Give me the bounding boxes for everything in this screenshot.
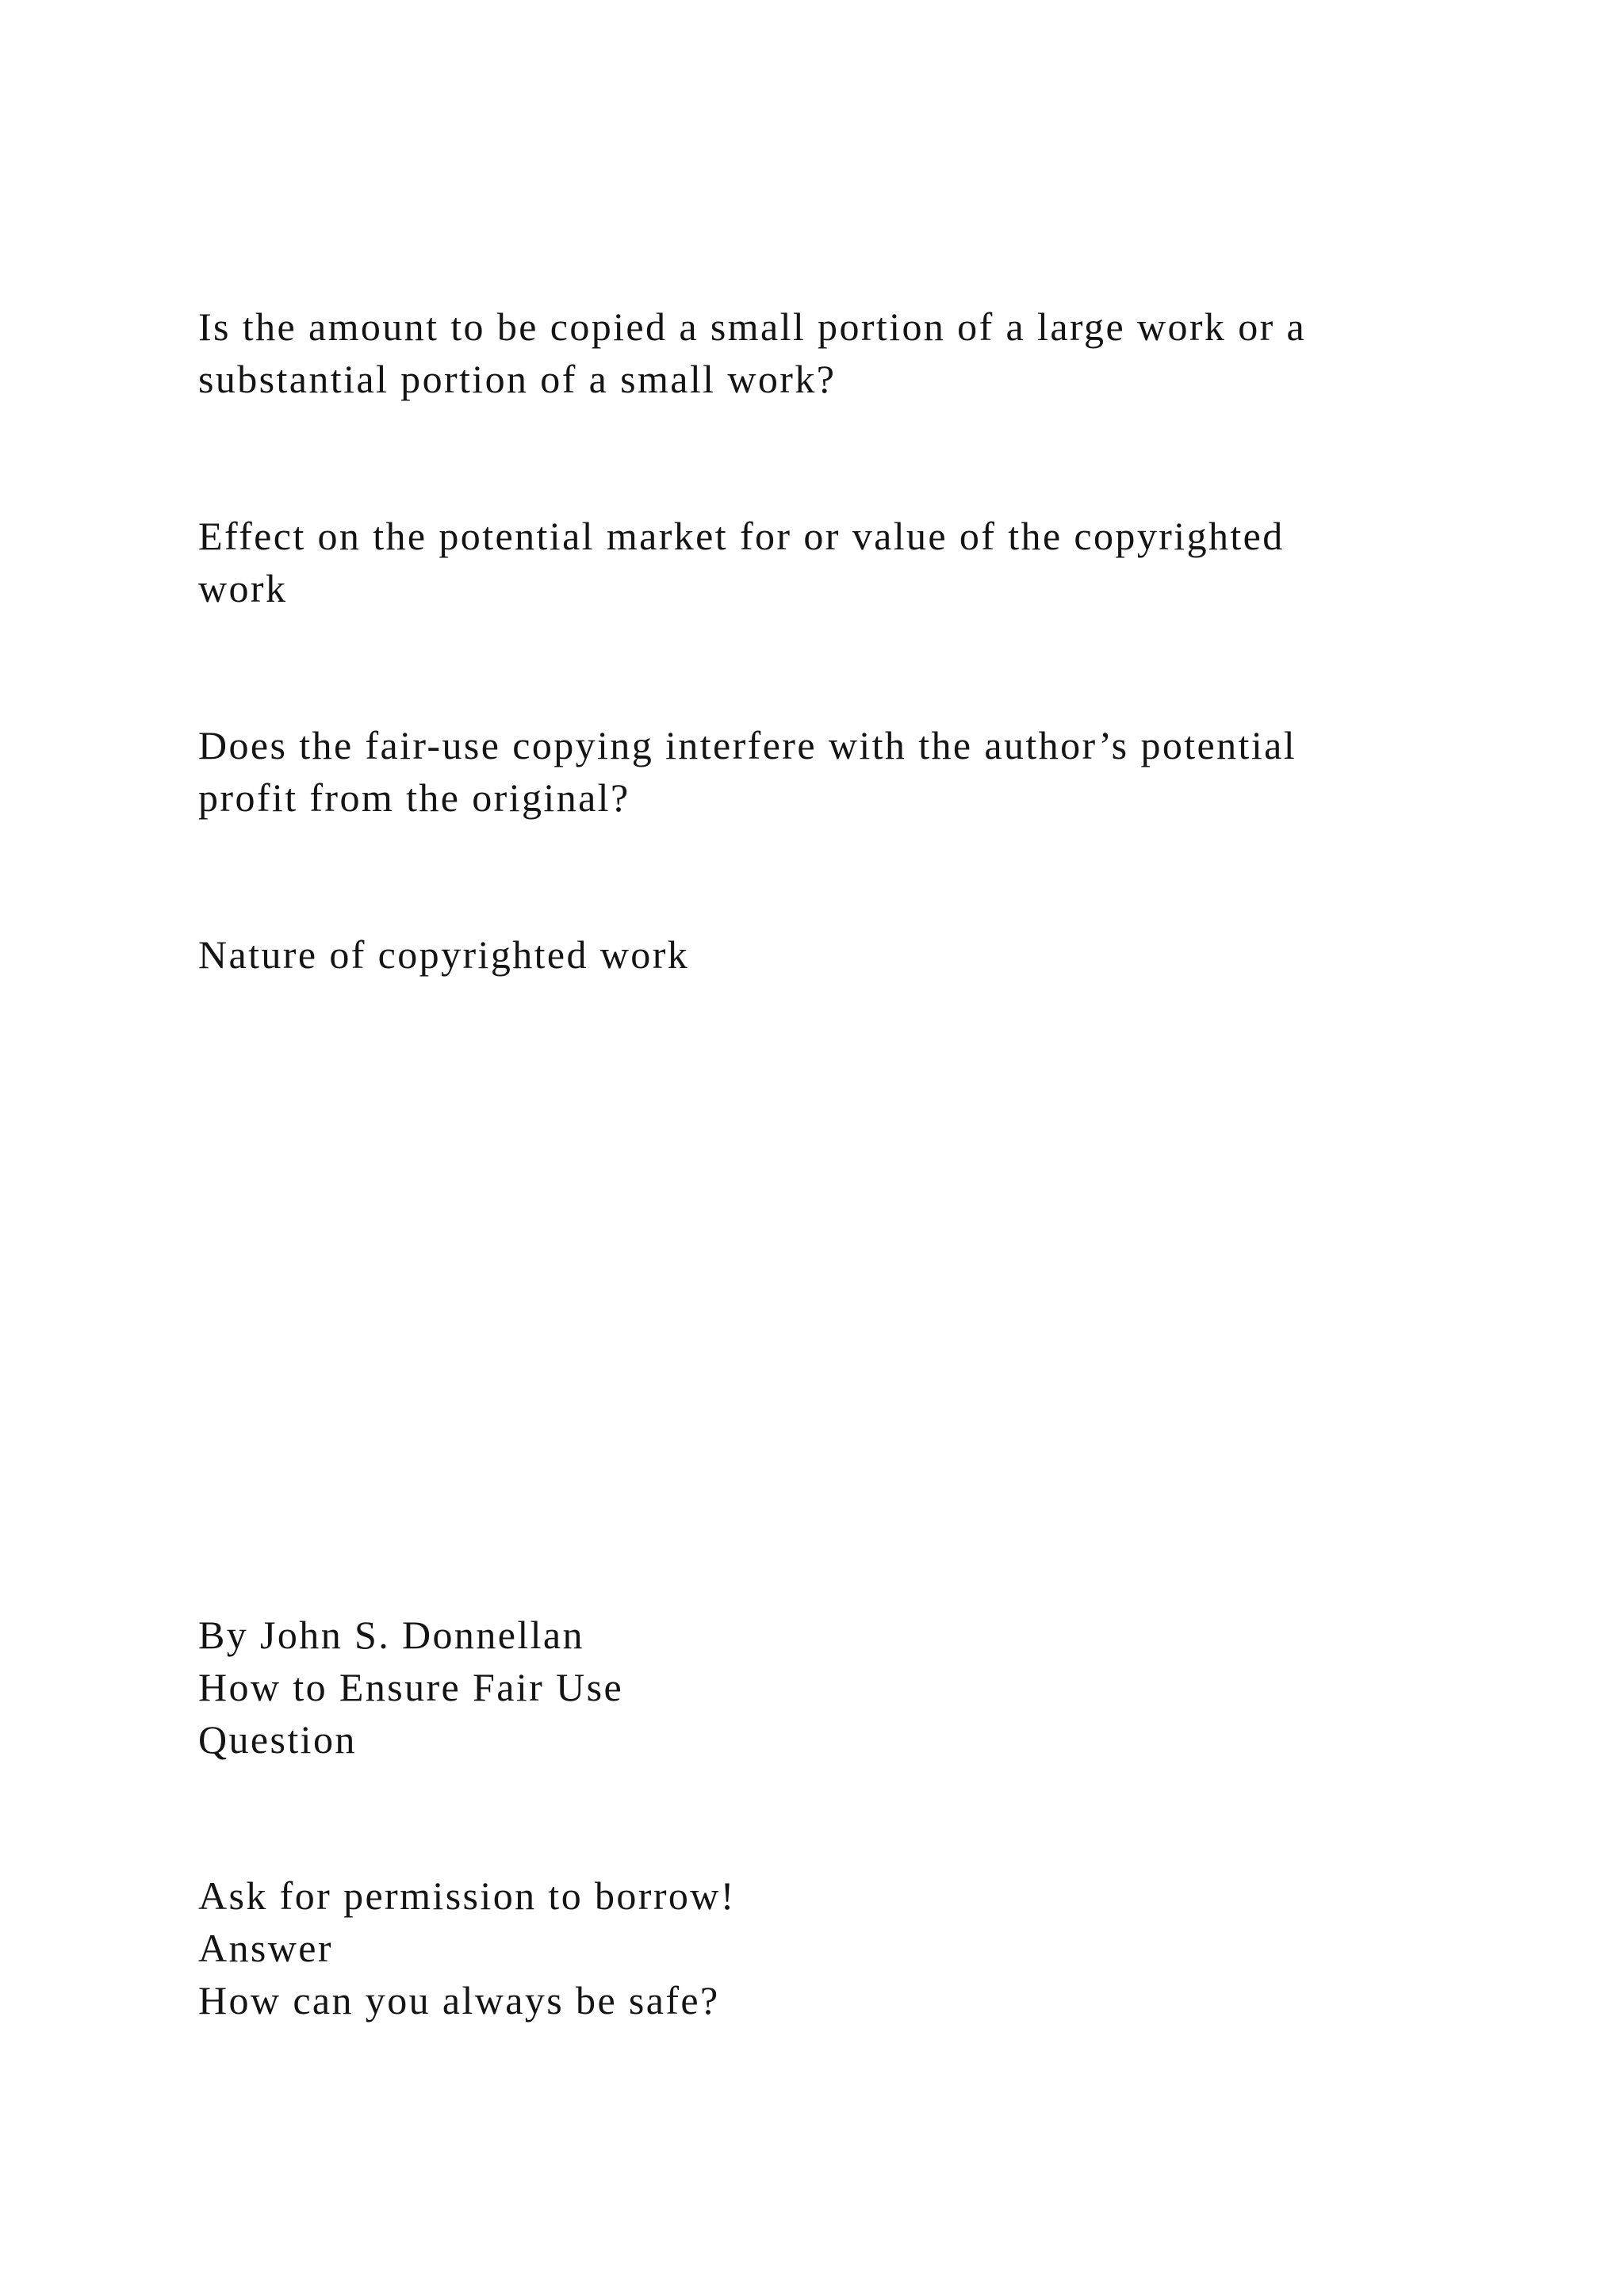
question-text: How can you always be safe?	[198, 1978, 720, 2022]
text-line: profit from the original?	[198, 775, 630, 820]
answer-label: Answer	[198, 1926, 333, 1970]
answer-text: Ask for permission to borrow!	[198, 1873, 736, 1918]
text-line: substantial portion of a small work?	[198, 357, 837, 401]
text-line: work	[198, 566, 288, 610]
text-line: Nature of copyrighted work	[198, 932, 690, 977]
section-title: How to Ensure Fair Use	[198, 1665, 624, 1709]
author-byline: By John S. Donnellan	[198, 1613, 584, 1657]
text-line: Does the fair-use copying interfere with the author’s potential	[198, 723, 1297, 767]
text-line: Effect on the potential market for or value of the copyrighted	[198, 514, 1285, 558]
question-label: Question	[198, 1717, 357, 1762]
text-line: Is the amount to be copied a small portion of a large work or a	[198, 304, 1307, 349]
